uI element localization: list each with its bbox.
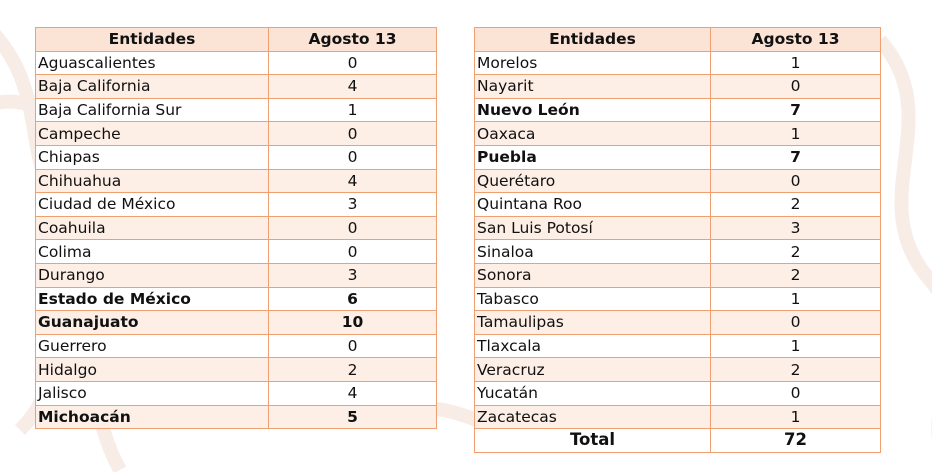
entity-name-cell: Coahuila — [36, 216, 269, 240]
count-cell: 1 — [711, 287, 881, 311]
table-row — [475, 51, 881, 75]
count-cell: 4 — [269, 75, 437, 99]
table-row — [36, 263, 437, 287]
table-row — [475, 311, 881, 335]
entity-name-cell: Jalisco — [36, 381, 269, 405]
count-cell: 0 — [269, 122, 437, 146]
table-row — [36, 216, 437, 240]
entity-name-cell: Hidalgo — [36, 358, 269, 382]
entity-name-cell: Nayarit — [475, 75, 711, 99]
count-cell: 0 — [269, 334, 437, 358]
count-cell: 0 — [269, 216, 437, 240]
table-row — [475, 216, 881, 240]
count-cell: 4 — [269, 381, 437, 405]
count-cell: 3 — [269, 263, 437, 287]
count-cell: 2 — [269, 358, 437, 382]
count-cell: 1 — [711, 405, 881, 429]
entity-name-cell: Zacatecas — [475, 405, 711, 429]
table-header-row — [36, 28, 437, 52]
count-cell: 3 — [269, 193, 437, 217]
table-row — [36, 311, 437, 335]
total-row — [475, 429, 881, 453]
entity-name-cell: Querétaro — [475, 169, 711, 193]
entity-name-cell: Puebla — [475, 145, 711, 169]
table-row — [36, 334, 437, 358]
entity-name-cell: Baja California — [36, 75, 269, 99]
entity-name-cell: Estado de México — [36, 287, 269, 311]
column-header-date: Agosto 13 — [711, 28, 881, 52]
table-row — [36, 122, 437, 146]
entity-name-cell: Tlaxcala — [475, 334, 711, 358]
table-row — [475, 240, 881, 264]
entity-name-cell: Quintana Roo — [475, 193, 711, 217]
table-row — [36, 51, 437, 75]
count-cell: 0 — [269, 51, 437, 75]
table-row — [36, 405, 437, 429]
total-label: Total — [475, 429, 711, 453]
entity-name-cell: Baja California Sur — [36, 98, 269, 122]
entity-name-cell: Morelos — [475, 51, 711, 75]
count-cell: 1 — [269, 98, 437, 122]
table-row — [475, 122, 881, 146]
column-header-date: Agosto 13 — [269, 28, 437, 52]
entity-name-cell: Guerrero — [36, 334, 269, 358]
count-cell: 1 — [711, 122, 881, 146]
entity-name-cell: Chiapas — [36, 145, 269, 169]
count-cell: 4 — [269, 169, 437, 193]
entity-name-cell: San Luis Potosí — [475, 216, 711, 240]
count-cell: 2 — [711, 263, 881, 287]
table-row — [36, 381, 437, 405]
count-cell: 2 — [711, 358, 881, 382]
table-row — [475, 287, 881, 311]
entity-name-cell: Veracruz — [475, 358, 711, 382]
table-row — [36, 75, 437, 99]
table-row — [36, 145, 437, 169]
count-cell: 7 — [711, 98, 881, 122]
count-cell: 0 — [711, 75, 881, 99]
entity-name-cell: Nuevo León — [475, 98, 711, 122]
count-cell: 0 — [269, 240, 437, 264]
column-header-entities: Entidades — [36, 28, 269, 52]
table-row — [36, 169, 437, 193]
table-row — [475, 145, 881, 169]
entity-name-cell: Guanajuato — [36, 311, 269, 335]
entity-name-cell: Aguascalientes — [36, 51, 269, 75]
table-row — [475, 75, 881, 99]
entity-name-cell: Sonora — [475, 263, 711, 287]
count-cell: 0 — [269, 145, 437, 169]
count-cell: 5 — [269, 405, 437, 429]
count-cell: 2 — [711, 193, 881, 217]
entity-name-cell: Campeche — [36, 122, 269, 146]
count-cell: 3 — [711, 216, 881, 240]
entity-name-cell: Sinaloa — [475, 240, 711, 264]
total-value: 72 — [711, 429, 881, 453]
entities-table-left — [35, 27, 437, 429]
count-cell: 0 — [711, 381, 881, 405]
column-header-entities: Entidades — [475, 28, 711, 52]
entity-name-cell: Ciudad de México — [36, 193, 269, 217]
entities-table-right — [474, 27, 881, 453]
entity-name-cell: Tamaulipas — [475, 311, 711, 335]
table-row — [36, 358, 437, 382]
count-cell: 7 — [711, 145, 881, 169]
count-cell: 10 — [269, 311, 437, 335]
table-row — [475, 405, 881, 429]
count-cell: 1 — [711, 51, 881, 75]
table-row — [36, 193, 437, 217]
count-cell: 1 — [711, 334, 881, 358]
table-row — [475, 381, 881, 405]
count-cell: 0 — [711, 169, 881, 193]
table-row — [475, 334, 881, 358]
table-row — [475, 358, 881, 382]
entity-name-cell: Yucatán — [475, 381, 711, 405]
table-row — [475, 193, 881, 217]
count-cell: 0 — [711, 311, 881, 335]
entity-name-cell: Colima — [36, 240, 269, 264]
entity-name-cell: Tabasco — [475, 287, 711, 311]
table-row — [475, 98, 881, 122]
entity-name-cell: Durango — [36, 263, 269, 287]
entity-name-cell: Michoacán — [36, 405, 269, 429]
table-row — [475, 263, 881, 287]
table-header-row — [475, 28, 881, 52]
table-row — [36, 98, 437, 122]
table-row — [36, 287, 437, 311]
count-cell: 2 — [711, 240, 881, 264]
entity-name-cell: Oaxaca — [475, 122, 711, 146]
table-row — [475, 169, 881, 193]
count-cell: 6 — [269, 287, 437, 311]
entity-name-cell: Chihuahua — [36, 169, 269, 193]
table-row — [36, 240, 437, 264]
